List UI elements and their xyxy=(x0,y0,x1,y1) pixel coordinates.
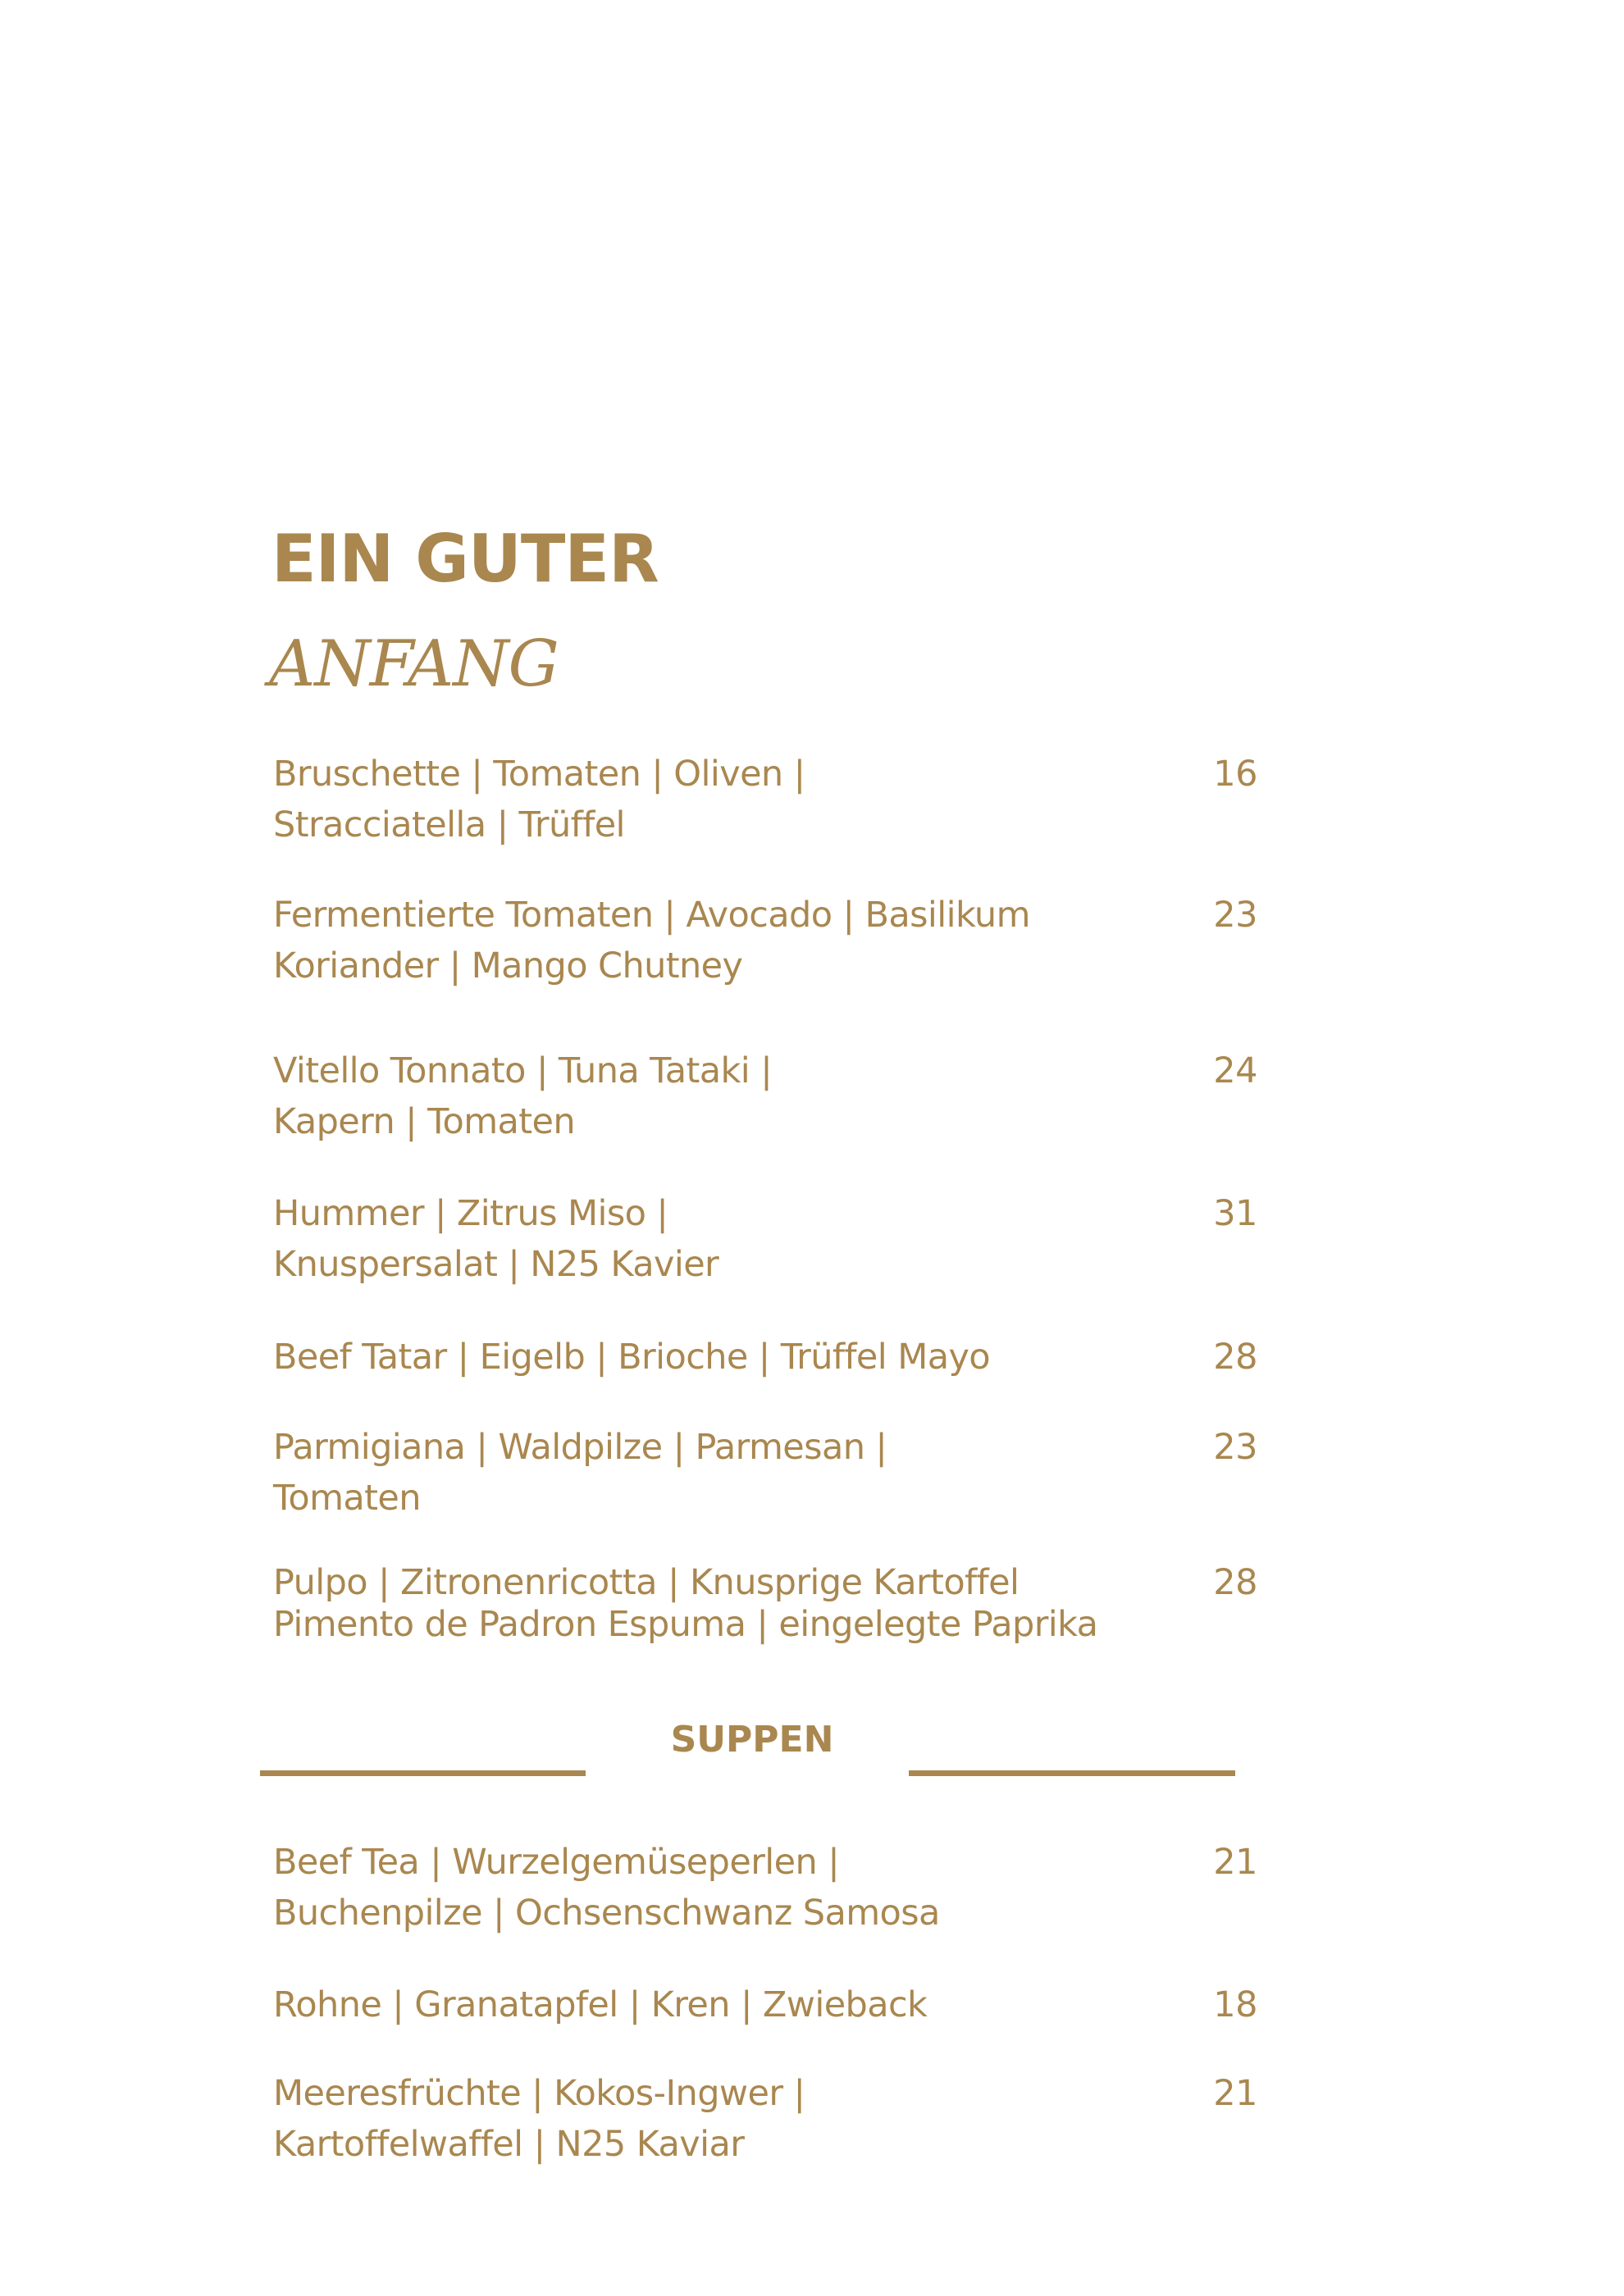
menu-item-price: 23 xyxy=(1213,1427,1257,1468)
menu-item-price: 18 xyxy=(1213,1984,1257,2025)
menu-item-line: Stracciatella | Trüffel xyxy=(273,804,625,845)
menu-item-description xyxy=(273,1422,1175,1524)
menu-item-line: Pimento de Padron Espuma | eingelegte Paprika xyxy=(273,1604,1098,1645)
menu-item-description xyxy=(273,890,1175,991)
menu-item-line: Meeresfrüchte | Kokos-Ingwer | xyxy=(273,2073,805,2114)
menu-item-line: Hummer | Zitrus Miso | xyxy=(273,1193,668,1234)
menu-item-price: 28 xyxy=(1213,1562,1257,1603)
menu-item-line: Kartoffelwaffel | N25 Kaviar xyxy=(273,2124,745,2165)
menu-item-description xyxy=(273,2068,1175,2170)
menu-item-line: Vitello Tonnato | Tuna Tataki | xyxy=(273,1050,773,1091)
section-divider-right xyxy=(909,1770,1235,1776)
menu-item-line: Tomaten xyxy=(273,1478,421,1519)
menu-item-line: Koriander | Mango Chutney xyxy=(273,945,743,986)
menu-item-line: Fermentierte Tomaten | Avocado | Basilikum xyxy=(273,895,1030,936)
menu-item-line: Rohne | Granatapfel | Kren | Zwieback xyxy=(273,1984,928,2025)
menu-item-line: Beef Tatar | Eigelb | Brioche | Trüffel Mayo xyxy=(273,1337,990,1378)
menu-item-description xyxy=(273,1979,1175,2030)
menu-item-price: 21 xyxy=(1213,2073,1257,2114)
menu-item-line: Bruschette | Tomaten | Oliven | xyxy=(273,754,805,795)
menu-item-price: 16 xyxy=(1213,754,1257,795)
menu-item-description xyxy=(273,1837,1175,1938)
menu-item-line: Buchenpilze | Ochsenschwanz Samosa xyxy=(273,1893,940,1934)
menu-item-description xyxy=(273,1332,1175,1383)
menu-item-line: Beef Tea | Wurzelgemüseperlen | xyxy=(273,1842,840,1883)
menu-item-line: Pulpo | Zitronenricotta | Knusprige Kartoffel xyxy=(273,1562,1020,1603)
menu-item-price: 24 xyxy=(1213,1050,1257,1091)
menu-item-description xyxy=(273,1046,1175,1147)
menu-title-subtitle: ANFANG xyxy=(269,627,559,701)
section-divider-left xyxy=(260,1770,586,1776)
menu-item-price: 31 xyxy=(1213,1193,1257,1234)
section-title-soups: SUPPEN xyxy=(670,1719,834,1761)
menu-item-line: Knuspersalat | N25 Kavier xyxy=(273,1244,719,1285)
menu-item-description xyxy=(273,749,1175,850)
menu-item-price: 23 xyxy=(1213,895,1257,936)
menu-item-description xyxy=(273,1188,1175,1290)
menu-item-description xyxy=(273,1562,1175,1646)
menu-title-main: EIN GUTER xyxy=(271,521,659,597)
menu-item-price: 21 xyxy=(1213,1842,1257,1883)
menu-item-price: 28 xyxy=(1213,1337,1257,1378)
menu-item-line: Parmigiana | Waldpilze | Parmesan | xyxy=(273,1427,887,1468)
menu-item-line: Kapern | Tomaten xyxy=(273,1101,576,1142)
